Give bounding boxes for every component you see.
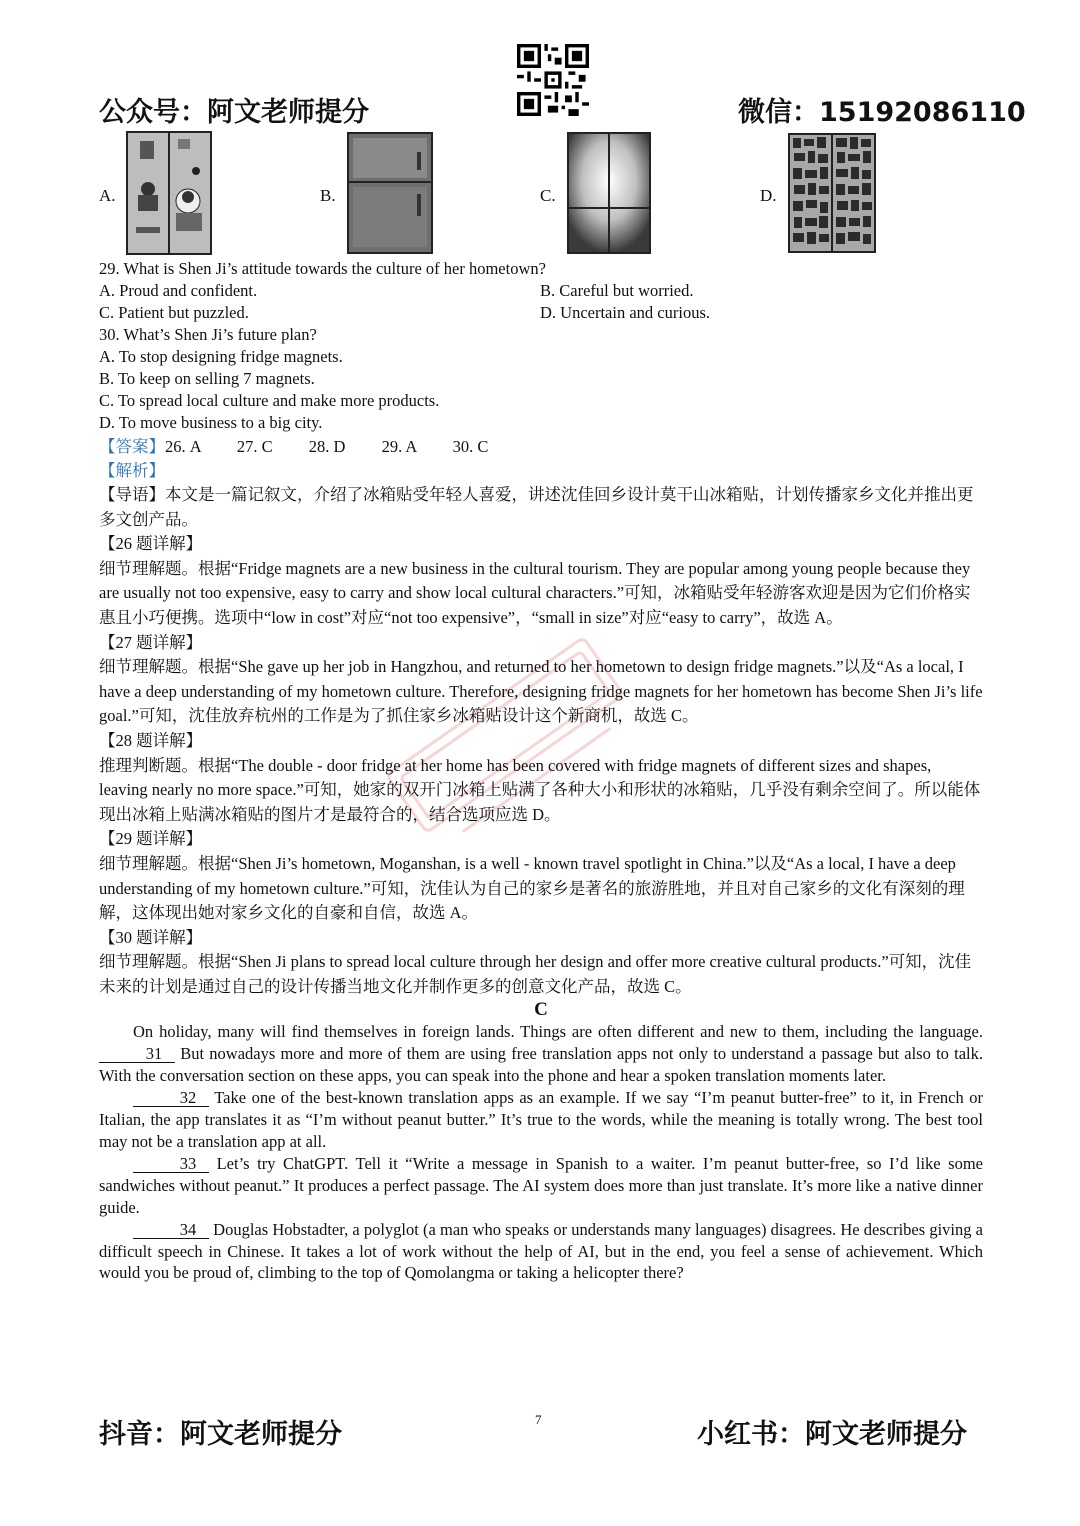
option-c: C. To spread local culture and make more products. bbox=[99, 391, 440, 410]
passage-text: On holiday, many will find themselves in foreign lands. Things are often different and new to them, including the language. bbox=[133, 1022, 983, 1042]
fridge-with-cartoon-magnets-icon bbox=[126, 131, 212, 255]
picture-label-c: C. bbox=[540, 186, 556, 205]
passage-paragraph bbox=[99, 1219, 983, 1285]
intro-paragraph: 【导语】本文是一篇记叙文，介绍了冰箱贴受年轻人喜爱，讲述沈佳回乡设计莫干山冰箱贴，计划传播家乡文化并推出更多文创产品。 bbox=[99, 485, 974, 529]
passage-paragraph bbox=[99, 1153, 983, 1219]
glass-door-fridge-icon bbox=[567, 132, 651, 254]
passage-text: Take one of the best-known translation apps as an example. If we say “I’m peanut butter-free” to it, in French or Italian, the app translates it as “I’m without peanut butter.” It’s true to the words, while the meaning is totally wrong. The best tool may not be a translation app at all. bbox=[99, 1088, 983, 1151]
detail-text-29: 细节理解题。根据“Shen Ji’s hometown, Moganshan, is a well - known travel spotlight in China.”以及“As a local, I have a deep understanding of my hometown culture.”可知，沈佳认为自己的家乡是著名的旅游胜地，并且对自己家乡的文化有深刻的理解，这体现出她对家乡文化的自豪和自信，故选 A。 bbox=[99, 853, 965, 923]
detail-text-26: 细节理解题。根据“Fridge magnets are a new business in the cultural tourism. They are popular among young people because they are usually not too expensive, easy to carry and show local cultural characters.”可知，冰箱贴受年轻游客欢迎是因为它们价格实惠且小巧便携。选项中“low in cost”对应“not too expensive”，“small in size”对应“easy to carry”，故选 A。 bbox=[99, 558, 971, 627]
fridge-covered-with-magnets-icon bbox=[788, 133, 876, 253]
option-d: D. To move business to a big city. bbox=[99, 413, 323, 432]
header-right: 微信：15192086110 bbox=[738, 97, 1026, 128]
qr-code-icon bbox=[517, 44, 589, 116]
detail-title-30: 【30 题详解】 bbox=[99, 927, 203, 947]
explanation bbox=[99, 483, 983, 999]
detail-title-28: 【28 题详解】 bbox=[99, 730, 203, 750]
analysis-tag: 【解析】 bbox=[99, 461, 165, 480]
detail-text-27: 细节理解题。根据“She gave up her job in Hangzhou, and returned to her hometown to design fridge magnets.”以及“As a local, I have a deep understanding of my hometown culture. Therefore, designing fridge magnets for her hometown has become Shen Ji’s life goal.”可知，沈佳放弃杭州的工作是为了抓住家乡冰箱贴设计这个新商机，故选 C。 bbox=[99, 657, 983, 726]
passage-paragraph bbox=[99, 1087, 983, 1153]
blank-34: 34 bbox=[133, 1221, 209, 1239]
picture-label-a: A. bbox=[99, 186, 116, 205]
blank-31: 31 bbox=[99, 1045, 175, 1063]
question-29 bbox=[99, 258, 983, 324]
answer-item: 26. A bbox=[165, 437, 201, 456]
option-b: B. To keep on selling 7 magnets. bbox=[99, 369, 315, 388]
footer-right: 小红书：阿文老师提分 bbox=[697, 1419, 967, 1450]
picture-label-d: D. bbox=[760, 186, 777, 205]
passage-text: But nowadays more and more of them are using free translation apps not only to understand a passage but also to talk. With the conversation section on these apps, you can speak into the phone and hear a spoken translation moments later. bbox=[99, 1044, 983, 1086]
plain-fridge-icon bbox=[347, 132, 433, 254]
section-c-title: C bbox=[534, 999, 548, 1021]
option-c: C. Patient but puzzled. bbox=[99, 303, 249, 322]
answer-item: 29. A bbox=[381, 437, 417, 456]
page-number: 7 bbox=[535, 1412, 542, 1427]
passage-c bbox=[99, 1021, 983, 1284]
passage-text: Let’s try ChatGPT. Tell it “Write a message in Spanish to a waiter. I’m peanut butter-free, so I’d like some sandwiches without peanut.” It produces a perfect passage. The AI system does more than just translate. It’s more like a native dinner guide. bbox=[99, 1153, 983, 1217]
detail-text-28: 推理判断题。根据“The double - door fridge at her home has been covered with fridge magnets of different sizes and shapes, leaving nearly no more space.”可知，她家的双开门冰箱上贴满了各种大小和形状的冰箱贴，几乎没有剩余空间了。所以能体现出冰箱上贴满冰箱贴的图片才是最符合的，结合选项应选 D。 bbox=[99, 755, 981, 824]
option-a: A. To stop designing fridge magnets. bbox=[99, 347, 343, 366]
option-a: A. Proud and confident. bbox=[99, 281, 258, 300]
answer-item: 30. C bbox=[452, 437, 489, 456]
option-d: D. Uncertain and curious. bbox=[540, 303, 710, 322]
picture-label-b: B. bbox=[320, 186, 336, 205]
question-30 bbox=[99, 324, 983, 434]
answer-item: 28. D bbox=[308, 437, 346, 456]
question-stem: 29. What is Shen Ji’s attitude towards the culture of her hometown? bbox=[99, 259, 546, 278]
passage-text: Douglas Hobstadter, a polyglot (a man who speaks or understands many languages) disagrees. He describes giving a difficult speech in Chinese. It takes a lot of work without the help of AI, but in the end, you feel a sense of achievement. Which would you be proud of, climbing to the top of Qomolangma or taking a helicopter there? bbox=[99, 1219, 983, 1283]
detail-title-26: 【26 题详解】 bbox=[99, 534, 203, 554]
answer-line bbox=[99, 435, 983, 459]
detail-title-27: 【27 题详解】 bbox=[99, 632, 203, 652]
header-left: 公众号：阿文老师提分 bbox=[99, 97, 369, 128]
passage-paragraph bbox=[99, 1021, 983, 1087]
option-b: B. Careful but worried. bbox=[540, 281, 694, 300]
answer-item: 27. C bbox=[236, 437, 273, 456]
question-stem: 30. What’s Shen Ji’s future plan? bbox=[99, 325, 317, 344]
main-content bbox=[99, 258, 983, 1284]
blank-32: 32 bbox=[133, 1089, 209, 1107]
footer-left: 抖音：阿文老师提分 bbox=[99, 1419, 342, 1450]
detail-title-29: 【29 题详解】 bbox=[99, 829, 203, 849]
answer-tag: 【答案】 bbox=[99, 437, 165, 456]
detail-text-30: 细节理解题。根据“Shen Ji plans to spread local culture through her design and offer more creative cultural products.”可知，沈佳未来的计划是通过自己的设计传播当地文化并制作更多的创意文化产品，故选 C。 bbox=[99, 952, 972, 996]
blank-33: 33 bbox=[133, 1155, 209, 1173]
